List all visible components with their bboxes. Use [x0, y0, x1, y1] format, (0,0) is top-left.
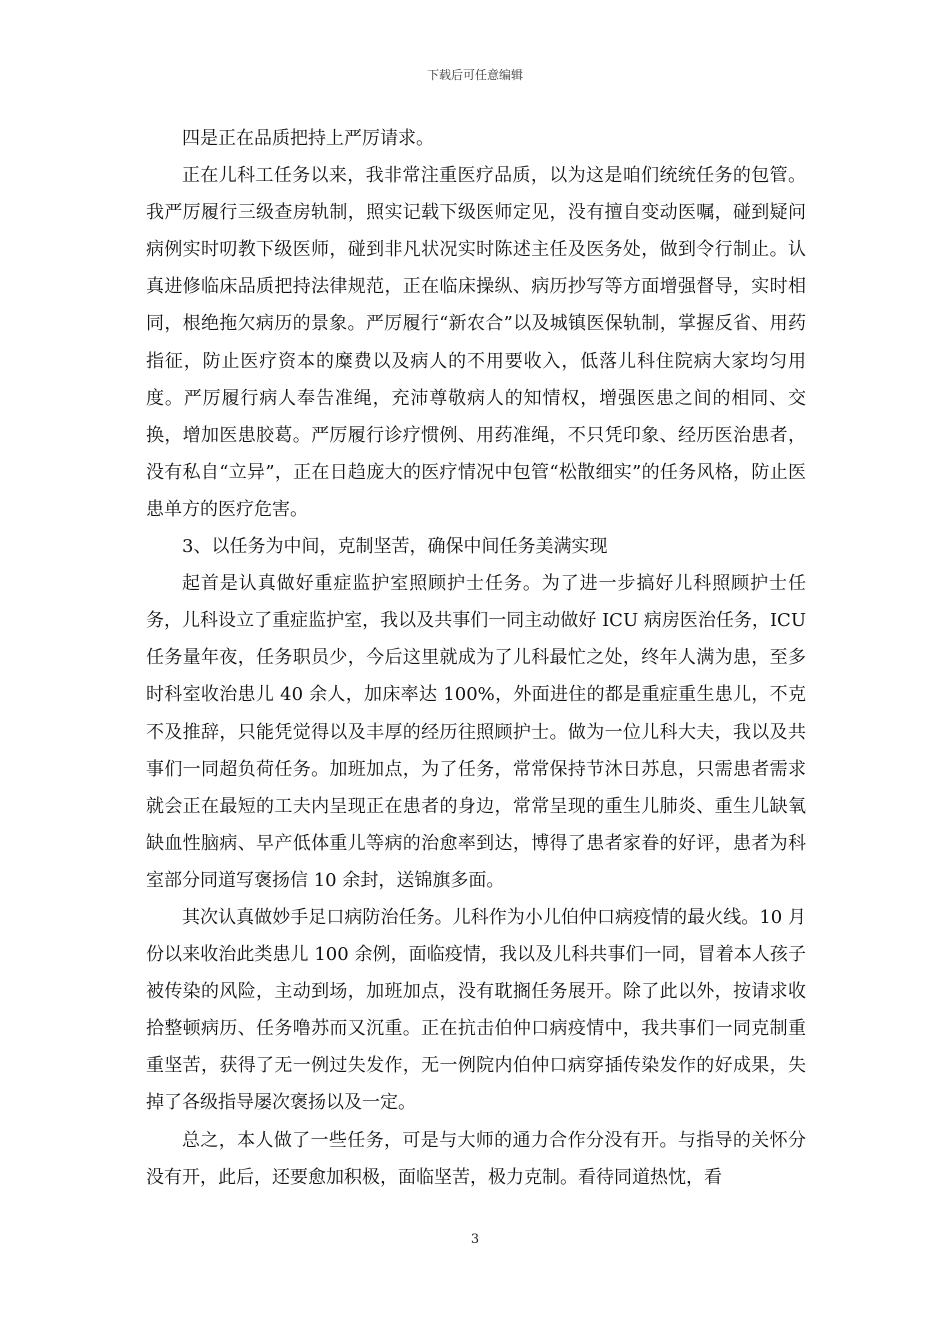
- document-body: [146, 120, 806, 1196]
- paragraph-summary: 总之，本人做了一些任务，可是与大师的通力合作分没有开。与指导的关怀分没有开，此后，还要愈加积极，面临坚苦，极力克制。看待同道热忱，看: [146, 1129, 806, 1188]
- section-heading-3: 3、以任务为中间，克制坚苦，确保中间任务美满实现: [182, 536, 608, 558]
- paragraph-quality-control-heading: 四是正在品质把持上严厉请求。: [182, 128, 434, 149]
- paragraph-icu-nursing: 起首是认真做好重症监护室照顾护士任务。为了进一步搞好儿科照顾护士任务，儿科设立了重症监护室，我以及共事们一同主动做好 ICU 病房医治任务，ICU 任务量年夜，任务职员少，今后这里就成为了儿科最忙之处，终年人满为患，至多时科室收治患儿 40 余人，加床率达 100%，外面进住的都是重症重生患儿，不克不及推辞，只能凭觉得以及丰厚的经历往照顾护士。做为一位儿科大夫，我以及共事们一同超负荷任务。加班加点，为了任务，常常保持节沐日苏息，只需患者需求就会正在最短的工夫内呈现正在患者的身边，常常呈现的重生儿肺炎、重生儿缺氧缺血性脑病、早产低体重儿等病的治愈率到达，博得了患者家眷的好评，患者为科室部分同道写褒扬信 10 余封，送锦旗多面。: [146, 573, 806, 891]
- paragraph-quality-control: 正在儿科工任务以来，我非常注重医疗品质，以为这是咱们统统任务的包管。我严厉履行三级查房轨制，照实记载下级医师定见，没有擅自变动医嘱，碰到疑问病例实时叨教下级医师，碰到非凡状况实时陈述主任及医务处，做到令行制止。认真进修临床品质把持法律规范，正在临床操纵、病历抄写等方面增强督导，实时相同，根绝拖欠病历的景象。严厉履行“新农合”以及城镇医保轨制，掌握反省、用药指征，防止医疗资本的糜费以及病人的不用要收入，低落儿科住院病大家均匀用度。严厉履行病人奉告准绳，充沛尊敬病人的知情权，增强医患之间的相同、交换，增加医患胶葛。严厉履行诊疗惯例、用药准绳，不只凭印象、经历医治患者，没有私自“立异”，正在日趋庞大的医疗情况中包管“松散细实”的任务风格，防止医患单方的医疗危害。: [146, 165, 806, 520]
- page-header-note: 下载后可任意编辑: [426, 68, 523, 82]
- paragraph-hfmd-prevention: 其次认真做妙手足口病防治任务。儿科作为小儿伯仲口病疫情的最火线。10 月份以来收治此类患儿 100 余例，面临疫情，我以及儿科共事们一同，冒着本人孩子被传染的风险，主动到场，加班加点，没有耽搁任务展开。除了此以外，按请求收拾整顿病历、任务噜苏而又沉重。正在抗击伯仲口病疫情中，我共事们一同克制重重坚苦，获得了无一例过失发作，无一例院内伯仲口病穿插传染发作的好成果，失掉了各级指导屡次褒扬以及一定。: [146, 906, 806, 1114]
- page-number: 3: [470, 1232, 480, 1247]
